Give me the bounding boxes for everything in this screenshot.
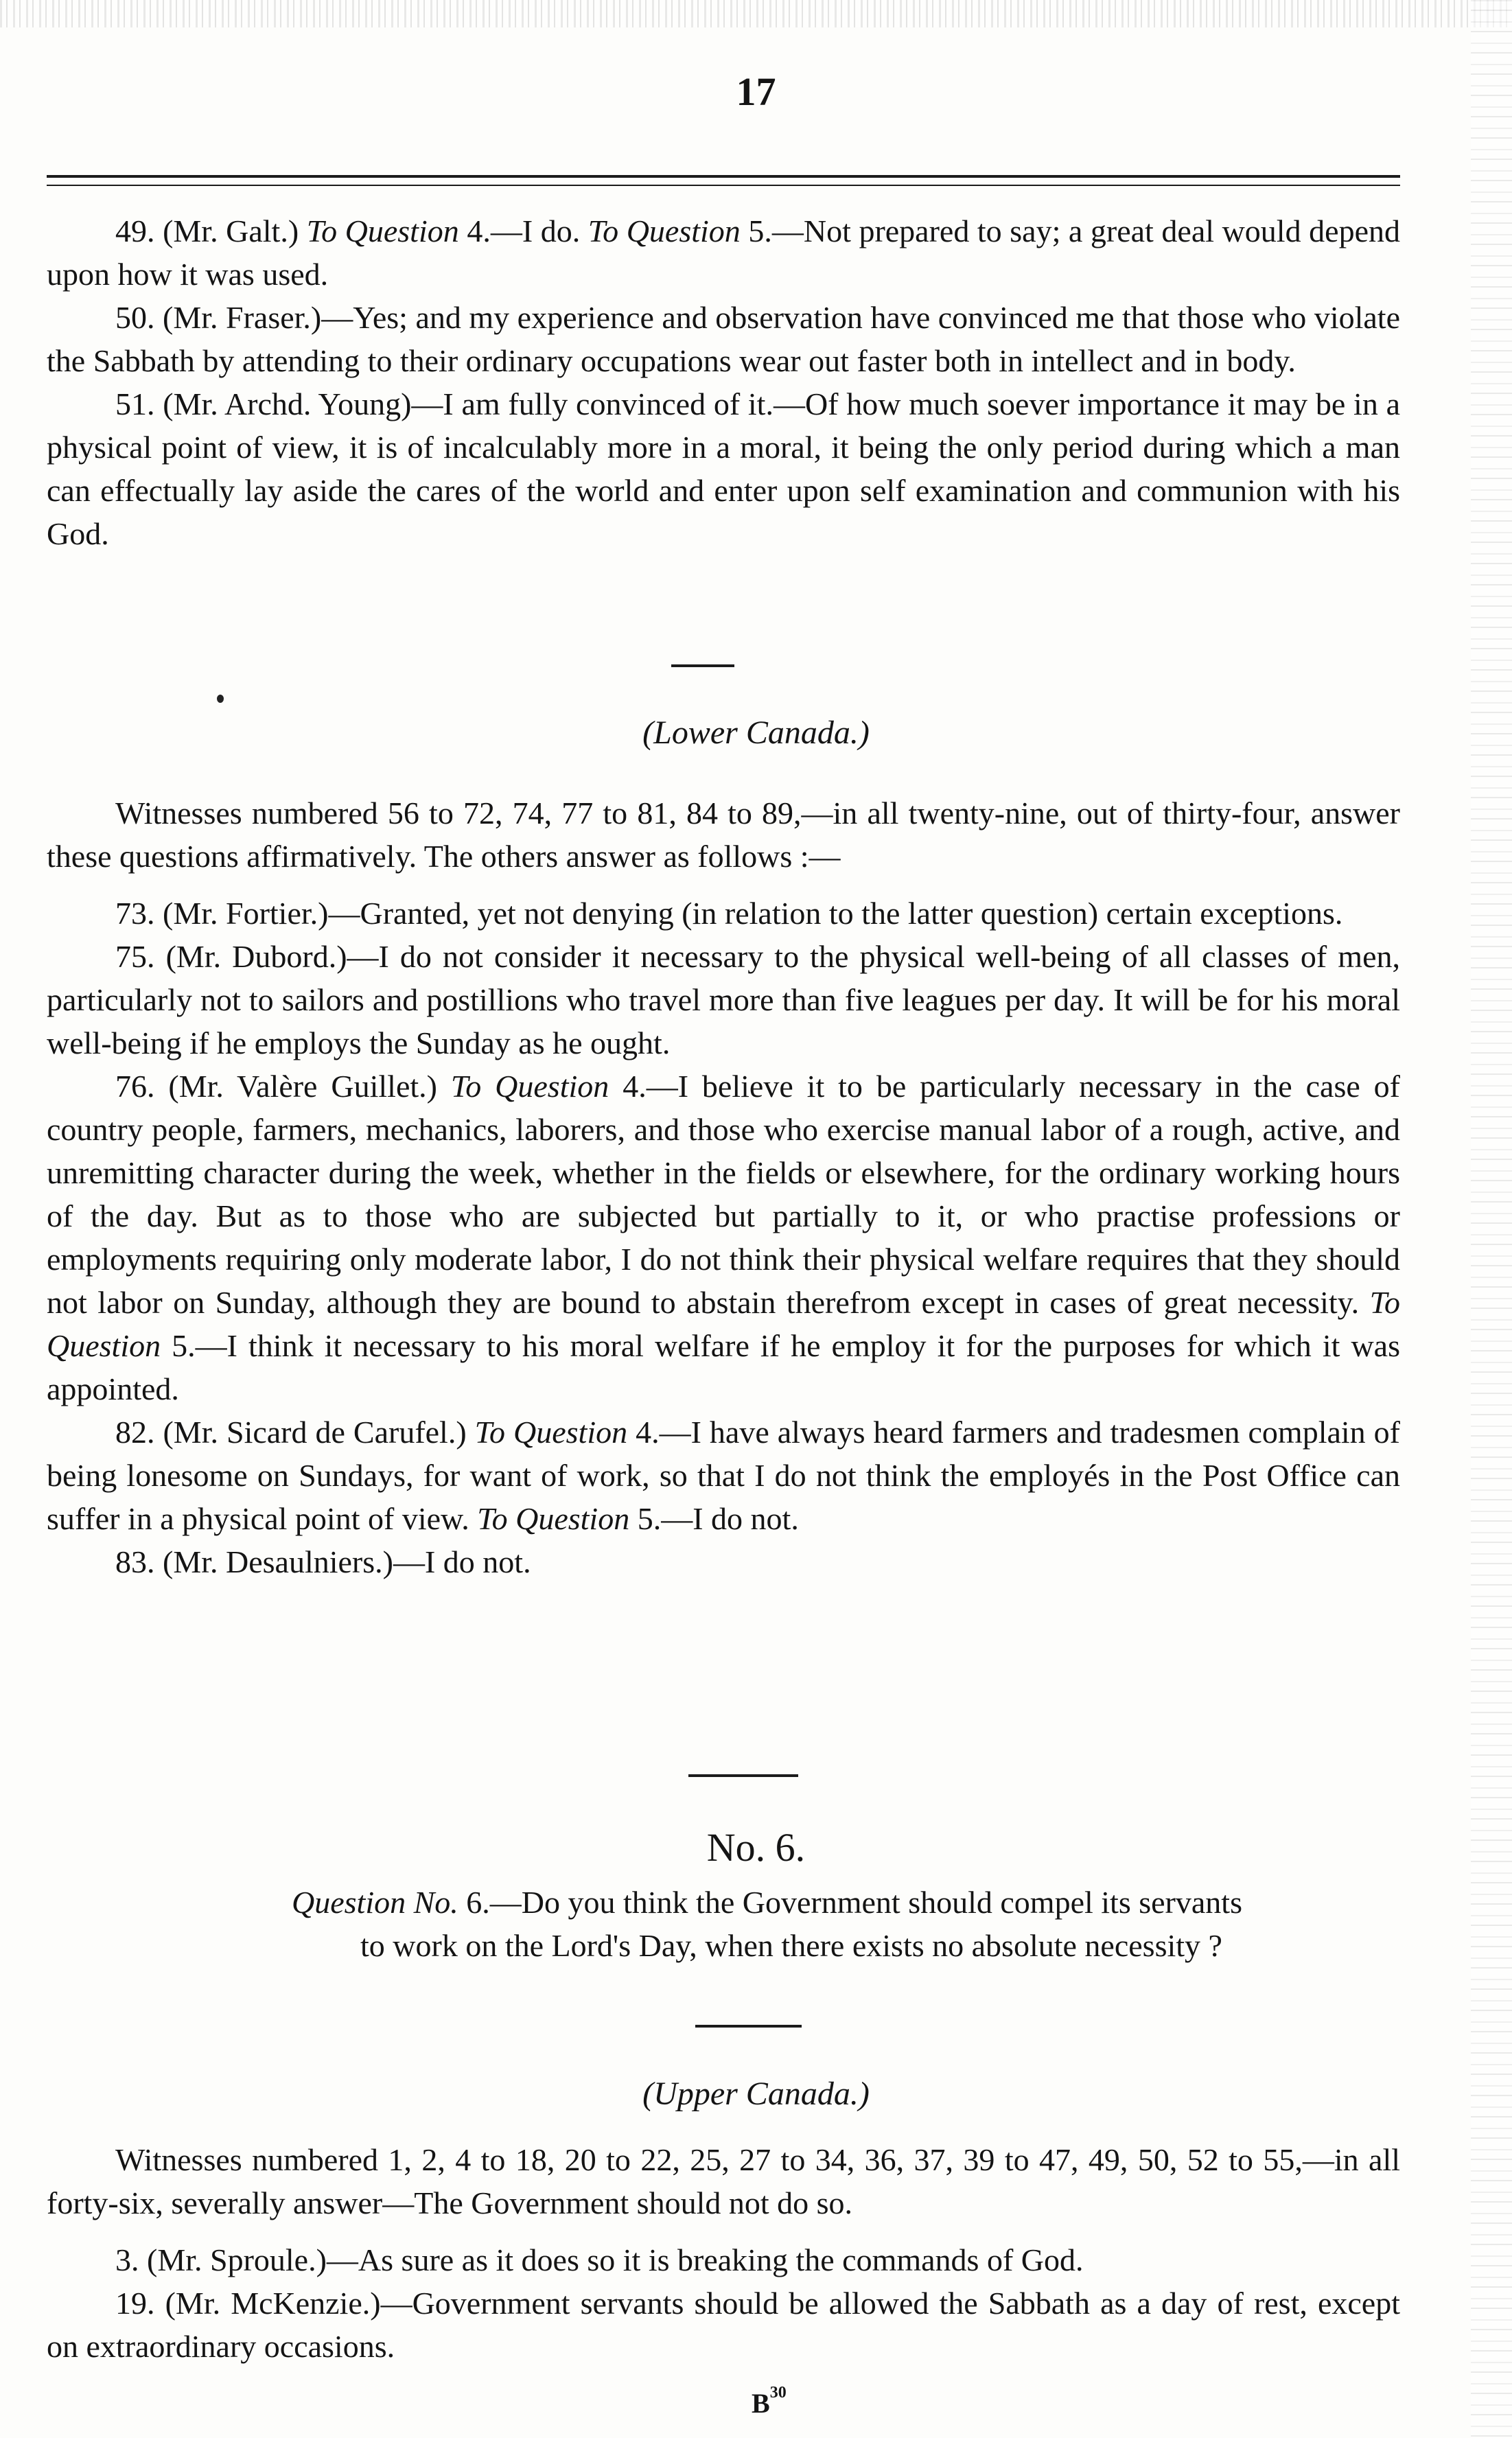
question-line-2: to work on the Lord's Day, when there exists no absolute necessity ? (360, 1928, 1222, 1963)
paragraph-p83 (47, 1540, 1400, 1583)
italic-text: To Question (588, 213, 741, 248)
question-no-6 (292, 1881, 1428, 1967)
paragraph-text: 51. (Mr. Archd. Young)—I am fully convinced of it.—Of how much soever importance it may be in a physical point of view, it is of incalculably more in a moral, it being the only period during which a man can effectually lay aside the cares of the world and enter upon self examination and communion with his God. (47, 386, 1400, 551)
paragraph-p51 (47, 382, 1400, 555)
section-divider-2 (688, 1774, 798, 1777)
italic-text: To Question (450, 1069, 609, 1104)
italic-text: To Question (474, 1415, 628, 1450)
section-top-paragraphs (47, 209, 1400, 555)
paragraph-uc-intro (47, 2138, 1400, 2225)
paragraph-p49 (47, 209, 1400, 296)
paragraph-text: 5.—Not prepared to say; a great deal would depend upon how it was used. (47, 213, 1400, 292)
paragraph-text: Witnesses numbered 1, 2, 4 to 18, 20 to 22, 25, 27 to 34, 36, 37, 39 to 47, 49, 50, 52 to 55,—in all forty-six, severally answer—The Government should not do so. (47, 2142, 1400, 2220)
italic-text: To Question (306, 213, 459, 248)
paragraph-text: 76. (Mr. Valère Guillet.) (115, 1069, 451, 1104)
section-top-text (47, 209, 1400, 555)
paragraph-p19 (47, 2282, 1400, 2368)
page-number: 17 (736, 69, 776, 114)
paragraph-text: 50. (Mr. Fraser.)—Yes; and my experience and observation have convinced me that those who violate the Sabbath by attending to their ordinary occupations wear out faster both in intellect and in body. (47, 300, 1400, 378)
paragraph-text: 75. (Mr. Dubord.)—I do not consider it necessary to the physical well-being of all classes of men, particularly not to sailors and postillions who travel more than five leagues per day. It will be for his moral well-being if he employs the Sunday as he ought. (47, 939, 1400, 1060)
paragraph-text: 3. (Mr. Sproule.)—As sure as it does so it is breaking the commands of God. (115, 2242, 1084, 2277)
header-double-rule (47, 175, 1400, 186)
paragraph-text: Witnesses numbered 56 to 72, 74, 77 to 81, 84 to 89,—in all twenty-nine, out of thirty-four, answer these questions affirmatively. The others answer as follows :— (47, 796, 1400, 874)
paragraph-p82 (47, 1410, 1400, 1540)
upper-canada-paragraphs (47, 2138, 1400, 2368)
paragraph-text: 82. (Mr. Sicard de Carufel.) (115, 1415, 475, 1450)
paragraph-text: 49. (Mr. Galt.) (115, 213, 307, 248)
paragraph-text: 73. (Mr. Fortier.)—Granted, yet not denying (in relation to the latter question) certain exceptions. (115, 896, 1343, 931)
print-speck (217, 695, 224, 703)
section-divider-3 (695, 2025, 802, 2028)
heading-upper-canada (0, 2075, 1512, 2113)
scan-edge-right (1471, 0, 1512, 2438)
lower-canada-paragraphs (47, 791, 1400, 1583)
paragraph-text: 5.—I do not. (629, 1501, 799, 1536)
paragraph-text: 19. (Mr. McKenzie.)—Government servants should be allowed the Sabbath as a day of rest, except on extraordinary occasions. (47, 2286, 1400, 2364)
question-label: Question No. (292, 1885, 458, 1920)
paragraph-text: 4.—I do. (458, 213, 588, 248)
italic-text: To Question (477, 1501, 630, 1536)
paragraph-p50 (47, 296, 1400, 382)
section-divider-1 (671, 664, 734, 667)
paragraph-text: 4.—I believe it to be particularly necessary in the case of country people, farmers, mechanics, laborers, and those who exercise manual labor of a rough, active, and unremitting character during the week, whether in the fields or elsewhere, for the ordinary working hours of the day. But as to those who are subjected but partially to it, or who practise professions or employments requiring only moderate labor, I do not think their physical welfare requires that they should not labor on Sunday, although they are bound to abstain therefrom except in cases of great necessity. (47, 1069, 1401, 1320)
signature-superscript: 30 (769, 2383, 787, 2402)
upper-canada-text (47, 2138, 1400, 2368)
italic-text: To Question (47, 1285, 1400, 1363)
heading-lower-canada-text: (Lower Canada.) (642, 715, 870, 751)
paragraph-lc-intro (47, 791, 1400, 878)
question-line-1 (292, 1881, 1428, 1924)
signature-letter: B (752, 2388, 770, 2419)
heading-lower-canada (0, 714, 1512, 752)
heading-no-6: No. 6. (706, 1825, 806, 1870)
question-line-1-text: 6.—Do you think the Government should compel its servants (458, 1885, 1242, 1920)
printer-signature-mark (752, 2383, 787, 2419)
lower-canada-text (47, 791, 1400, 1583)
paragraph-p3 (47, 2238, 1400, 2282)
scan-edge-top (0, 0, 1512, 27)
paragraph-p73 (47, 892, 1400, 935)
paragraph-text: 83. (Mr. Desaulniers.)—I do not. (115, 1544, 531, 1579)
paragraph-text: 4.—I have always heard farmers and tradesmen complain of being lonesome on Sundays, for want of work, so that I do not think the employés in the Post Office can suffer in a physical point of view. (47, 1415, 1400, 1536)
paragraph-p76 (47, 1065, 1400, 1410)
heading-upper-canada-text: (Upper Canada.) (642, 2076, 870, 2112)
paragraph-p75 (47, 935, 1400, 1065)
paragraph-text: 5.—I think it necessary to his moral welfare if he employ it for the purposes for which it was appointed. (47, 1328, 1400, 1406)
